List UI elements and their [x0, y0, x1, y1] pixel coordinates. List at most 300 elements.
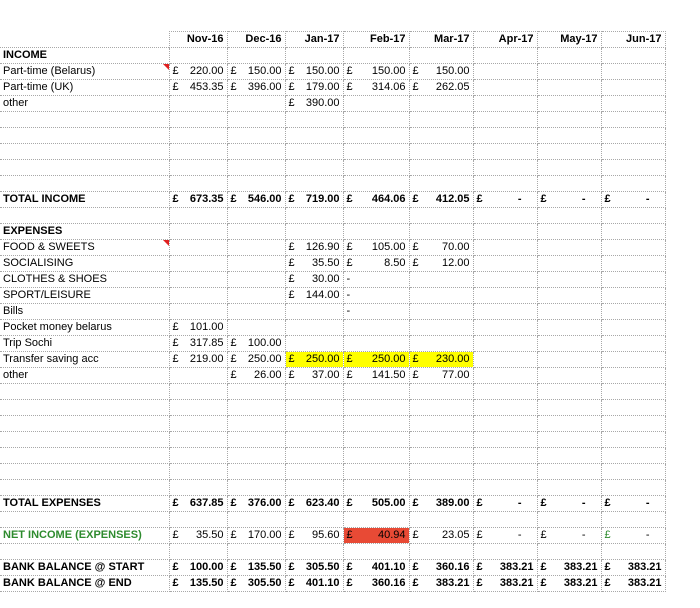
cell[interactable] [409, 80, 473, 96]
cell[interactable] [343, 400, 409, 416]
cell[interactable] [409, 128, 473, 144]
cell[interactable] [343, 336, 409, 352]
cell[interactable] [473, 304, 537, 320]
row-label[interactable]: Pocket money belarus [0, 320, 169, 336]
cell[interactable] [285, 432, 343, 448]
cell[interactable] [343, 272, 409, 288]
row-label[interactable] [0, 544, 169, 560]
cell[interactable] [169, 64, 227, 80]
cell[interactable] [473, 48, 537, 64]
cell[interactable] [537, 160, 601, 176]
cell[interactable] [343, 256, 409, 272]
cell[interactable] [343, 64, 409, 80]
cell[interactable] [601, 464, 665, 480]
cell[interactable] [537, 112, 601, 128]
cell[interactable] [285, 304, 343, 320]
cell[interactable] [227, 464, 285, 480]
cell[interactable] [343, 304, 409, 320]
cell[interactable] [473, 528, 537, 544]
cell[interactable] [169, 368, 227, 384]
cell[interactable] [601, 176, 665, 192]
cell[interactable] [285, 528, 343, 544]
cell[interactable] [227, 576, 285, 592]
cell[interactable] [343, 160, 409, 176]
cell[interactable] [169, 320, 227, 336]
cell[interactable] [409, 480, 473, 496]
cell[interactable] [169, 352, 227, 368]
cell[interactable] [169, 128, 227, 144]
cell[interactable] [285, 320, 343, 336]
cell[interactable] [285, 448, 343, 464]
cell[interactable] [169, 48, 227, 64]
cell[interactable] [343, 480, 409, 496]
cell[interactable] [169, 272, 227, 288]
cell[interactable] [227, 112, 285, 128]
cell[interactable] [537, 272, 601, 288]
cell[interactable] [601, 288, 665, 304]
cell[interactable] [601, 336, 665, 352]
cell[interactable] [537, 64, 601, 80]
cell[interactable] [227, 192, 285, 208]
cell[interactable] [601, 256, 665, 272]
cell[interactable] [285, 192, 343, 208]
cell[interactable] [473, 320, 537, 336]
cell[interactable] [169, 496, 227, 512]
cell[interactable] [601, 192, 665, 208]
cell[interactable] [409, 400, 473, 416]
row-label[interactable] [0, 384, 169, 400]
row-label[interactable] [0, 512, 169, 528]
cell[interactable] [343, 48, 409, 64]
cell[interactable] [473, 176, 537, 192]
cell[interactable] [409, 448, 473, 464]
cell[interactable] [169, 80, 227, 96]
cell[interactable] [537, 144, 601, 160]
cell[interactable] [473, 432, 537, 448]
cell[interactable] [285, 256, 343, 272]
column-header-apr-17[interactable]: Apr-17 [473, 32, 537, 48]
cell[interactable] [169, 512, 227, 528]
cell[interactable] [473, 416, 537, 432]
row-label[interactable]: Bills [0, 304, 169, 320]
cell[interactable] [169, 576, 227, 592]
cell[interactable] [537, 128, 601, 144]
row-label[interactable]: other [0, 96, 169, 112]
cell[interactable] [409, 544, 473, 560]
cell[interactable] [601, 480, 665, 496]
cell[interactable] [285, 64, 343, 80]
cell[interactable] [285, 240, 343, 256]
cell[interactable] [473, 96, 537, 112]
cell[interactable] [473, 112, 537, 128]
cell[interactable] [227, 272, 285, 288]
row-label[interactable] [0, 160, 169, 176]
cell[interactable] [227, 448, 285, 464]
cell[interactable] [169, 416, 227, 432]
column-header-jan-17[interactable]: Jan-17 [285, 32, 343, 48]
column-header-may-17[interactable]: May-17 [537, 32, 601, 48]
cell[interactable] [537, 336, 601, 352]
column-header-jun-17[interactable]: Jun-17 [601, 32, 665, 48]
cell[interactable] [285, 384, 343, 400]
cell[interactable] [343, 112, 409, 128]
cell[interactable] [601, 496, 665, 512]
cell[interactable] [473, 464, 537, 480]
cell[interactable] [285, 336, 343, 352]
cell[interactable] [343, 512, 409, 528]
cell[interactable] [227, 480, 285, 496]
cell[interactable] [409, 496, 473, 512]
row-label[interactable]: BANK BALANCE @ START [0, 560, 169, 576]
cell[interactable] [601, 128, 665, 144]
cell[interactable] [409, 304, 473, 320]
cell[interactable] [227, 256, 285, 272]
column-header-feb-17[interactable]: Feb-17 [343, 32, 409, 48]
cell[interactable] [227, 544, 285, 560]
cell[interactable] [537, 80, 601, 96]
cell[interactable] [169, 464, 227, 480]
cell[interactable] [343, 496, 409, 512]
cell[interactable] [169, 384, 227, 400]
row-label[interactable]: TOTAL EXPENSES [0, 496, 169, 512]
cell[interactable] [409, 352, 473, 368]
cell[interactable] [227, 528, 285, 544]
cell[interactable] [409, 96, 473, 112]
cell[interactable] [409, 48, 473, 64]
cell[interactable] [601, 208, 665, 224]
cell[interactable] [227, 176, 285, 192]
cell[interactable] [601, 96, 665, 112]
cell[interactable] [169, 160, 227, 176]
row-label[interactable] [0, 416, 169, 432]
cell[interactable] [473, 368, 537, 384]
cell[interactable] [537, 320, 601, 336]
cell[interactable] [601, 272, 665, 288]
cell[interactable] [537, 448, 601, 464]
cell[interactable] [409, 320, 473, 336]
cell[interactable] [409, 512, 473, 528]
cell[interactable] [537, 416, 601, 432]
row-label[interactable]: SPORT/LEISURE [0, 288, 169, 304]
row-label[interactable] [0, 464, 169, 480]
cell[interactable] [473, 496, 537, 512]
cell[interactable] [537, 96, 601, 112]
row-label[interactable] [0, 144, 169, 160]
cell[interactable] [473, 272, 537, 288]
cell[interactable] [169, 240, 227, 256]
cell[interactable] [601, 448, 665, 464]
cell[interactable] [285, 288, 343, 304]
column-header-mar-17[interactable]: Mar-17 [409, 32, 473, 48]
cell[interactable] [227, 64, 285, 80]
cell[interactable] [227, 160, 285, 176]
cell[interactable] [537, 224, 601, 240]
cell[interactable] [227, 400, 285, 416]
cell[interactable] [169, 96, 227, 112]
row-label[interactable]: other [0, 368, 169, 384]
cell[interactable] [227, 304, 285, 320]
cell[interactable] [285, 496, 343, 512]
cell[interactable] [473, 256, 537, 272]
cell[interactable] [601, 560, 665, 576]
cell[interactable] [227, 144, 285, 160]
cell[interactable] [601, 224, 665, 240]
cell[interactable] [343, 576, 409, 592]
cell[interactable] [227, 288, 285, 304]
cell[interactable] [343, 432, 409, 448]
cell[interactable] [473, 512, 537, 528]
row-label[interactable]: SOCIALISING [0, 256, 169, 272]
cell[interactable] [169, 144, 227, 160]
cell[interactable] [473, 480, 537, 496]
cell[interactable] [409, 464, 473, 480]
cell[interactable] [473, 576, 537, 592]
row-label[interactable]: EXPENSES [0, 224, 169, 240]
row-label[interactable]: NET INCOME (EXPENSES) [0, 528, 169, 544]
cell[interactable] [473, 160, 537, 176]
cell[interactable] [409, 368, 473, 384]
cell[interactable] [601, 304, 665, 320]
cell[interactable] [169, 336, 227, 352]
cell[interactable] [537, 368, 601, 384]
cell[interactable] [537, 240, 601, 256]
cell[interactable] [227, 48, 285, 64]
cell[interactable] [343, 368, 409, 384]
cell[interactable] [601, 80, 665, 96]
cell[interactable] [473, 240, 537, 256]
cell[interactable] [409, 240, 473, 256]
row-label[interactable]: Part-time (Belarus) [0, 64, 169, 80]
cell[interactable] [227, 432, 285, 448]
row-label[interactable]: FOOD & SWEETS [0, 240, 169, 256]
cell[interactable] [537, 480, 601, 496]
cell[interactable] [285, 128, 343, 144]
cell[interactable] [343, 560, 409, 576]
cell[interactable] [285, 160, 343, 176]
cell[interactable] [473, 224, 537, 240]
cell[interactable] [169, 480, 227, 496]
cell[interactable] [343, 208, 409, 224]
cell[interactable] [601, 352, 665, 368]
cell[interactable] [473, 560, 537, 576]
cell[interactable] [473, 208, 537, 224]
cell[interactable] [409, 336, 473, 352]
cell[interactable] [537, 528, 601, 544]
cell[interactable] [169, 560, 227, 576]
cell[interactable] [601, 512, 665, 528]
cell[interactable] [473, 144, 537, 160]
cell[interactable] [227, 128, 285, 144]
cell[interactable] [227, 560, 285, 576]
cell[interactable] [409, 528, 473, 544]
cell[interactable] [285, 352, 343, 368]
cell[interactable] [537, 176, 601, 192]
cell[interactable] [169, 448, 227, 464]
cell[interactable] [343, 240, 409, 256]
cell[interactable] [537, 192, 601, 208]
cell[interactable] [343, 224, 409, 240]
cell[interactable] [473, 64, 537, 80]
cell[interactable] [227, 240, 285, 256]
cell[interactable] [227, 352, 285, 368]
cell[interactable] [285, 368, 343, 384]
cell[interactable] [409, 64, 473, 80]
cell[interactable] [537, 560, 601, 576]
cell[interactable] [473, 384, 537, 400]
cell[interactable] [537, 208, 601, 224]
cell[interactable] [169, 528, 227, 544]
cell[interactable] [601, 144, 665, 160]
cell[interactable] [343, 288, 409, 304]
cell[interactable] [409, 432, 473, 448]
cell[interactable] [537, 464, 601, 480]
cell[interactable] [227, 320, 285, 336]
cell[interactable] [285, 112, 343, 128]
cell[interactable] [169, 192, 227, 208]
cell[interactable] [343, 384, 409, 400]
cell[interactable] [343, 80, 409, 96]
cell[interactable] [601, 160, 665, 176]
row-label[interactable] [0, 176, 169, 192]
cell[interactable] [409, 112, 473, 128]
row-label[interactable]: Transfer saving acc [0, 352, 169, 368]
cell[interactable] [537, 256, 601, 272]
cell[interactable] [537, 512, 601, 528]
cell[interactable] [285, 464, 343, 480]
cell[interactable] [601, 320, 665, 336]
cell[interactable] [227, 80, 285, 96]
cell[interactable] [343, 528, 409, 544]
cell[interactable] [169, 288, 227, 304]
cell[interactable] [169, 256, 227, 272]
cell[interactable] [409, 576, 473, 592]
cell[interactable] [227, 336, 285, 352]
cell[interactable] [285, 224, 343, 240]
cell[interactable] [285, 48, 343, 64]
row-label[interactable]: Part-time (UK) [0, 80, 169, 96]
cell[interactable] [601, 368, 665, 384]
column-header-dec-16[interactable]: Dec-16 [227, 32, 285, 48]
cell[interactable] [537, 432, 601, 448]
cell[interactable] [409, 208, 473, 224]
cell[interactable] [227, 496, 285, 512]
cell[interactable] [169, 176, 227, 192]
cell[interactable] [409, 256, 473, 272]
cell[interactable] [601, 112, 665, 128]
row-label[interactable] [0, 128, 169, 144]
cell[interactable] [473, 128, 537, 144]
cell[interactable] [343, 352, 409, 368]
cell[interactable] [409, 560, 473, 576]
cell[interactable] [601, 240, 665, 256]
cell[interactable] [601, 64, 665, 80]
cell[interactable] [473, 448, 537, 464]
cell[interactable] [227, 208, 285, 224]
row-label[interactable] [0, 112, 169, 128]
row-label[interactable]: BANK BALANCE @ END [0, 576, 169, 592]
row-label[interactable]: Trip Sochi [0, 336, 169, 352]
cell[interactable] [285, 80, 343, 96]
cell[interactable] [409, 272, 473, 288]
row-label[interactable]: INCOME [0, 48, 169, 64]
cell[interactable] [537, 352, 601, 368]
cell[interactable] [409, 288, 473, 304]
cell[interactable] [227, 384, 285, 400]
cell[interactable] [537, 288, 601, 304]
cell[interactable] [227, 416, 285, 432]
cell[interactable] [285, 416, 343, 432]
cell[interactable] [343, 544, 409, 560]
cell[interactable] [537, 544, 601, 560]
cell[interactable] [285, 96, 343, 112]
cell[interactable] [537, 304, 601, 320]
cell[interactable] [169, 400, 227, 416]
cell[interactable] [343, 96, 409, 112]
cell[interactable] [601, 432, 665, 448]
cell[interactable] [473, 400, 537, 416]
cell[interactable] [409, 144, 473, 160]
cell[interactable] [285, 544, 343, 560]
cell[interactable] [285, 400, 343, 416]
row-label[interactable]: CLOTHES & SHOES [0, 272, 169, 288]
column-header-nov-16[interactable]: Nov-16 [169, 32, 227, 48]
cell[interactable] [409, 224, 473, 240]
cell[interactable] [409, 176, 473, 192]
cell[interactable] [473, 288, 537, 304]
cell[interactable] [537, 48, 601, 64]
cell[interactable] [343, 448, 409, 464]
cell[interactable] [343, 176, 409, 192]
row-label[interactable] [0, 448, 169, 464]
cell[interactable] [409, 416, 473, 432]
cell[interactable] [343, 192, 409, 208]
row-label[interactable] [0, 432, 169, 448]
cell[interactable] [409, 160, 473, 176]
cell[interactable] [473, 192, 537, 208]
cell[interactable] [285, 576, 343, 592]
cell[interactable] [169, 224, 227, 240]
cell[interactable] [169, 544, 227, 560]
cell[interactable] [285, 512, 343, 528]
cell[interactable] [227, 224, 285, 240]
cell[interactable] [343, 128, 409, 144]
cell[interactable] [343, 464, 409, 480]
cell[interactable] [537, 576, 601, 592]
cell[interactable] [343, 320, 409, 336]
cell[interactable] [169, 112, 227, 128]
cell[interactable] [601, 48, 665, 64]
row-label[interactable] [0, 480, 169, 496]
cell[interactable] [601, 384, 665, 400]
cell[interactable] [343, 416, 409, 432]
cell[interactable] [601, 544, 665, 560]
cell[interactable] [601, 400, 665, 416]
cell[interactable] [227, 512, 285, 528]
cell[interactable] [601, 416, 665, 432]
cell[interactable] [169, 304, 227, 320]
cell[interactable] [601, 576, 665, 592]
cell[interactable] [409, 192, 473, 208]
cell[interactable] [537, 384, 601, 400]
cell[interactable] [473, 352, 537, 368]
cell[interactable] [227, 96, 285, 112]
cell[interactable] [285, 176, 343, 192]
cell[interactable] [169, 432, 227, 448]
cell[interactable] [285, 480, 343, 496]
row-label[interactable] [0, 208, 169, 224]
row-label[interactable]: TOTAL INCOME [0, 192, 169, 208]
cell[interactable] [537, 496, 601, 512]
